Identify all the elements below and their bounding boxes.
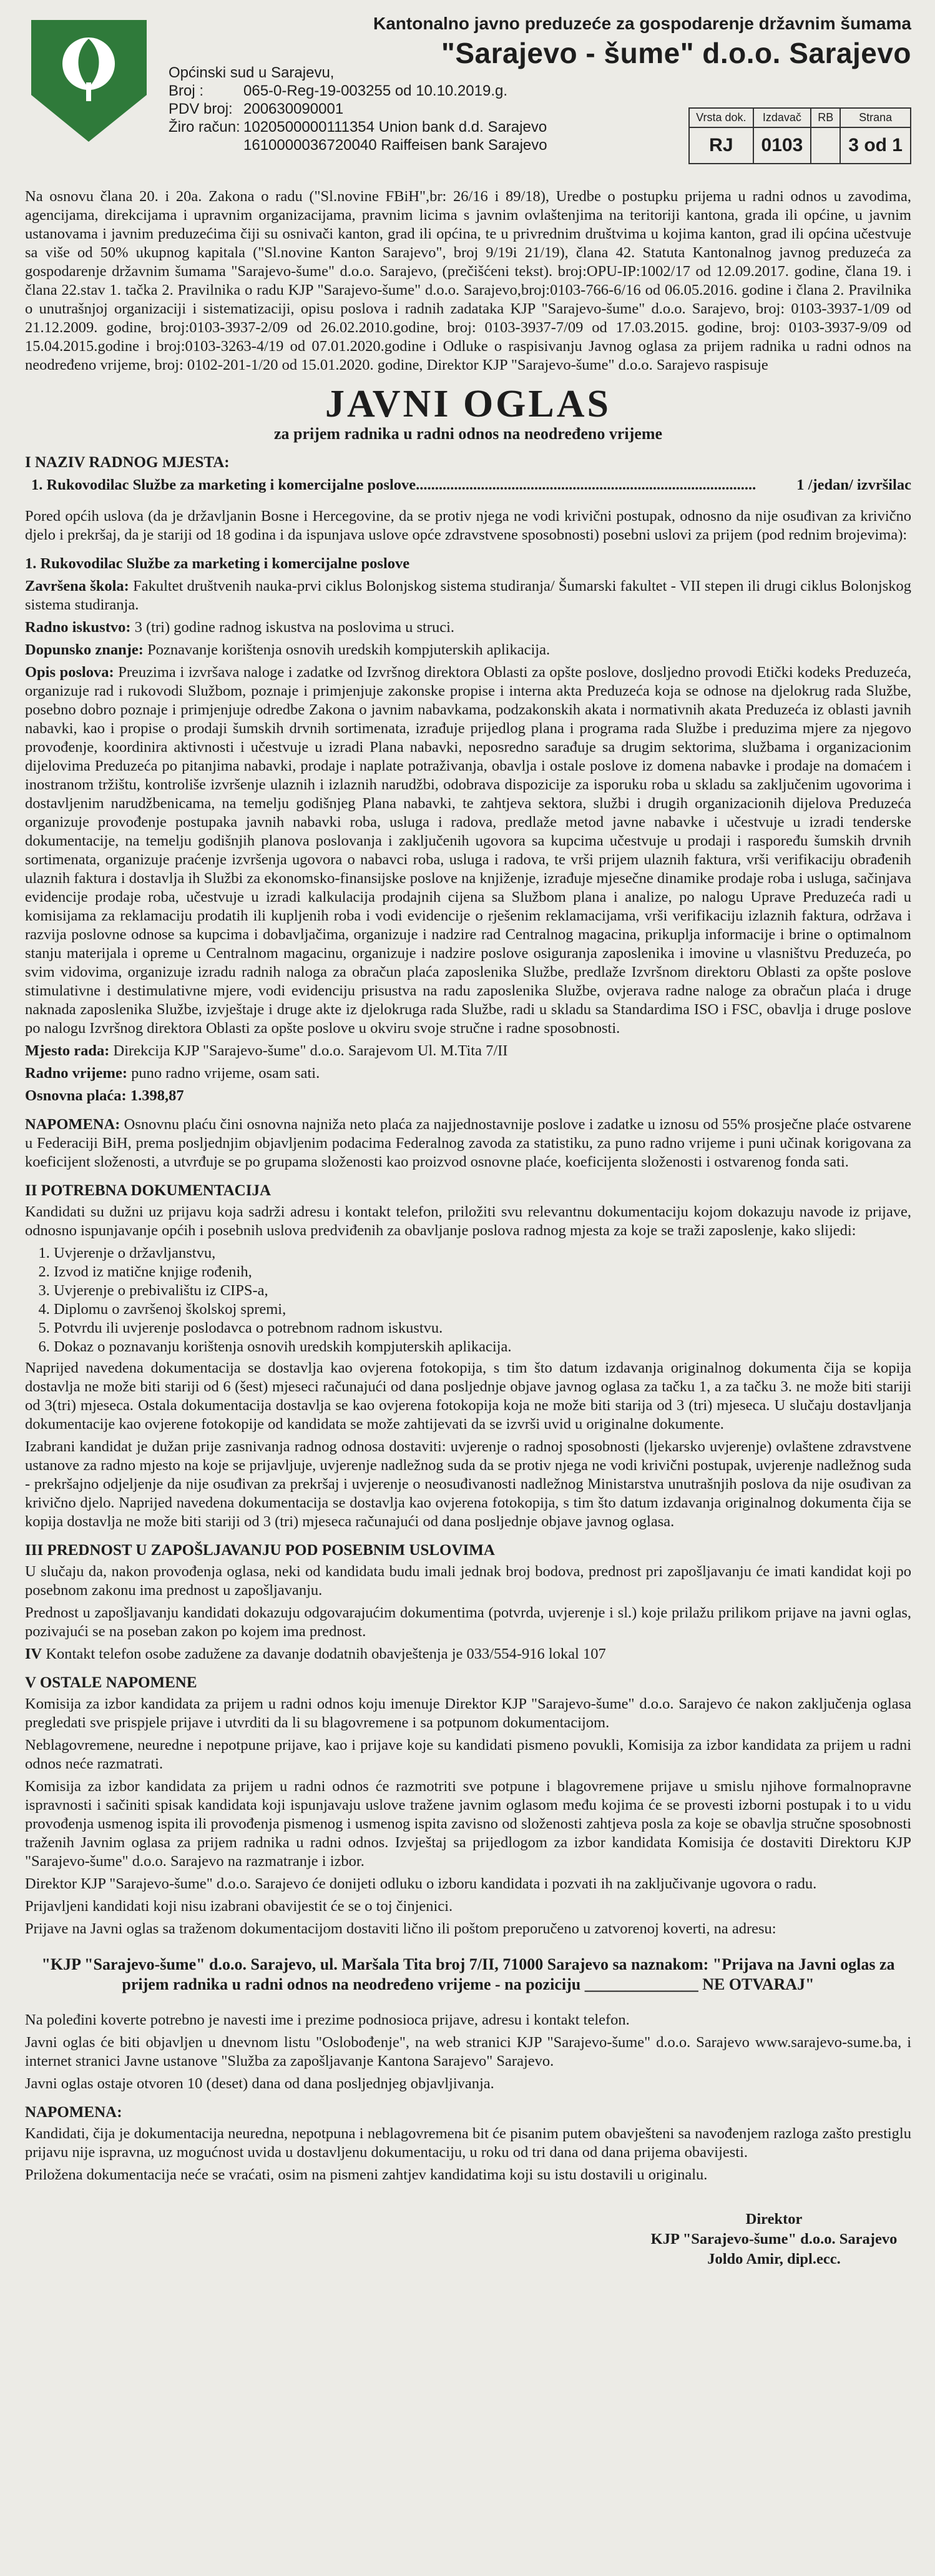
other-p9: Javni oglas ostaje otvoren 10 (deset) dana od dana posljednjeg objavljivanja.	[25, 2075, 494, 2092]
other-p4: Direktor KJP "Sarajevo-šume" d.o.o. Sarajevo će donijeti odluku o izboru kandidata i pozvati ih na zaključivanje ugovora o radu.	[25, 1875, 817, 1892]
signature-block	[25, 2209, 911, 2269]
org-name: "Sarajevo - šume" d.o.o. Sarajevo	[441, 37, 911, 69]
signature-org: KJP "Sarajevo-šume" d.o.o. Sarajevo	[650, 2231, 898, 2248]
note-p2: Priložena dokumentacija neće se vraćati, osim na pismeni zahtjev kandidatima koji su istu dostavili u originalu.	[25, 2166, 708, 2183]
other-p1: Komisija za izbor kandidata za prijem u radni odnos koju imenuje Direktor KJP "Sarajevo-šume" d.o.o. Sarajevo će nakon zaključenja oglasa pregledati sve prispjele prijave i utvrditi da li su blagovremene i sa potpunom dokumentacijom.	[25, 1695, 911, 1731]
priority-p1: U slučaju da, nakon provođenja oglasa, neki od kandidata budu imali jednak broj bodova, prednost pri zapošljavanju će imati kandidat koji po posebnom zakonu ima prednost u zapošljavanju.	[25, 1563, 911, 1599]
page-subtitle: za prijem radnika u radni odnos na neodređeno vrijeme	[273, 425, 663, 443]
note-p1: Kandidati, čija je dokumentacija neuredna, nepotpuna i neblagovremena bit će pisanim putem obavješteni sa navođenjem razloga zašto prestiglu prijavu nije ispravna, uz mogućnost uvida u dostavljenu dokumentaciju, u roku od tri dana od dana prijema obavijesti.	[25, 2125, 911, 2161]
job-count: 1 /jedan/ izvršilac	[796, 476, 911, 493]
th-rb: RB	[811, 108, 840, 127]
td-izdavac: 0103	[753, 127, 811, 164]
submission-address: "KJP "Sarajevo-šume" d.o.o. Sarajevo, ul. Maršala Tita broj 7/II, 71000 Sarajevo sa naznakom: "Prijava na Javni oglas za prijem radnika u radni odnos na neodređeno vrijeme - na poziciju ______________ NE OTVARAJ"	[41, 1955, 895, 1993]
other-p5: Prijavljeni kandidati koji nisu izabrani obavijestit će se o toj činjenici.	[25, 1898, 453, 1915]
documents-note-1: Naprijed navedena dokumentacija se dostavlja kao ovjerena fotokopija, s tim što datum izdavanja originalnog dokumenta čija se kopija dostavlja ne može biti stariji od 6 (šest) mjeseci računajući od dana posljednje objave javnog oglasa za tačku 1, a za tačku 3. ne može biti stariji od 3(tri) mjeseca. Ostala dokumentacija dostavlja se kao ovjerena fotokopija koja ne može biti starija od 3 (tri) mjeseca. U slučaju dostavljanja dokumentacije kao ovjerene fotokopije od kandidata se može zahtijevati da se izvrši uvid u originalne dokumente.	[25, 1360, 911, 1433]
court-name: Općinski sud u Sarajevu,	[169, 64, 335, 81]
th-izdavac: Izdavač	[753, 108, 811, 127]
general-conditions: Pored općih uslova (da je državljanin Bosne i Hercegovine, da se protiv njega ne vodi krivični postupak, odnosno da nije osuđivan za krivično djelo i prekršaj, da je stariji od 18 godina i da ispunjava uslove opće zdravstvene sposobnosti) posebni uslovi za prijem (pod rednim brojevima):	[25, 508, 911, 543]
list-item: 4. Diplomu o završenoj školskoj spremi,	[54, 1300, 911, 1319]
pdv-label: PDV broj:	[169, 101, 233, 117]
note-heading: NAPOMENA:	[25, 2104, 122, 2121]
section-5-heading: V OSTALE NAPOMENE	[25, 1674, 197, 1691]
documents-intro: Kandidati su dužni uz prijavu koja sadrži adresu i kontakt telefon, priložiti svu relevantnu dokumentaciju kojom dokazuju navode iz prijave, odnosno ispunjavanje općih i posebnih uslova predviđenih za obavljanje poslova radnog mjesta za koje se traži zaposlenje, kako slijedi:	[25, 1203, 911, 1239]
salary-row: Osnovna plaća: 1.398,87	[25, 1087, 184, 1104]
list-item: 2. Izvod iz matične knjige rođenih,	[54, 1263, 911, 1281]
registration-details	[169, 64, 547, 154]
document-info-table	[688, 107, 911, 164]
ziro-value-2: 1610000036720040 Raiffeisen bank Sarajevo	[243, 137, 547, 154]
salary-note: NAPOMENA: Osnovnu plaću čini osnovna najniža neto plaća za najjednostavnije poslove i zadatke u iznosu od 55% prosječne plaće ostvarene u Federaciji BiH, prema posljednjim objavljenim podacima Federalnog zavoda za statistiku, za puno radno vrijeme i puni učinak korigovana za koeficijent složenosti, a utvrđuje se po grupama složenosti kao proizvod osnovne plaće, koeficijenta složenosti i ostvarenog fonda sati.	[25, 1116, 911, 1170]
priority-p2: Prednost u zapošljavanju kandidati dokazuju odgovarajućim dokumentima (potvrda, uvjerenje i sl.) koje prilažu prilikom prijave na javni oglas, pozivajući se na poseban zakon po kojem ima prednost.	[25, 1604, 911, 1640]
td-rb	[811, 127, 840, 164]
skills-row: Dopunsko znanje: Poznavanje korištenja osnovih uredskih kompjuterskih aplikacija.	[25, 641, 551, 658]
ziro-label: Žiro račun:	[169, 119, 240, 136]
list-item: 6. Dokaz o poznavanju korištenja osnovih uredskih kompjuterskih aplikacija.	[54, 1338, 911, 1356]
duties-row: Opis poslova: Preuzima i izvršava naloge i zadatke od Izvršnog direktora Oblasti za opšte poslove, dosljedno provodi Etički kodeks Preduzeća, organizuje rad i rukovodi Službom, poznaje i primjenjuje zakonske propise i interna akta Preduzeća koja se odnose na djelokrug rada Službe, posebno dobro poznaje i primjenjuje odredbe Zakona o javnim nabavkama, podzakonskih akata i normativnih akata Preduzeća iz oblasti javnih nabavki, kao i propise o prodaji šumskih drvnih sortimenata, izrađuje prijedlog plana i programa rada Službe i preduzima mjere za njegovo provođenje, koordinira aktivnosti i učestvuje u izradi Plana nabavki, neposredno sarađuje sa drugim sektorima, službama i organizacionim dijelovima Preduzeća po pitanjima nabavki, prodaje i naplate potraživanja, obavlja i ostale poslove iz domena nabavke i prodaje na domaćem i inostranom tržištu, kontroliše izvršenje ulaznih i izlaznih narudžbi, odobrava dispozicije za isporuku roba u skladu sa zaključenim ugovorima i dostavljenim narudžbenicama, na temelju godišnjeg Plana nabavki, te zahtjeva sektora, službi i drugih organizacionih dijelova Preduzeća organizuje provođenje postupaka javnih nabavki roba, usluga i radova, predlaže metod javne nabavke i učestvuje u izradi tenderske dokumentacije, na temelju godišnjih planova poslovanja i zaključenih ugovora sa kupcima učestvuje u prodaji i raspoređu šumskih drvnih sortimenata, organizuje praćenje izvršenja ugovora o nabavci roba, usluga i radova, te vrši prijem ulaznih faktura, vrši verifikaciju obrađenih ulaznih faktura i dostavlja ih Službi za ekonomsko-finansijske poslove na knjiženje, izrađuje mjesečne dinamike prodaje roba i usluga, sačinjava evidencije prodaje roba, učestvuje u izradi kalkulacija prodajnih cijena sa Službom plana i analize, po nalogu Uprave Preduzeća radi u komisijama za reklamaciju prodatih ili kupljenih roba i vodi evidencije o rješenim reklamacijama, vrši verifikaciju izlaznih faktura, održava i razvija poslovne odnose sa kupcima i dobavljačima, organizuje i nadzire rad Centralnog magacina, prikuplja informacije i brine o optimalnom stanju materijala i opreme u Centralnom magacinu, organizuje i nadzire poslove osiguranja zaposlenika i imovine u vlasništvu Preduzeća, po svim vidovima, organizuje izradu radnih naloga za obračun plaća zaposlenika Službe, predlaže Izvršnom direktoru Oblasti za opšte poslove stimulativne i destimulativne mjere, vodi evidenciju prisustva na radu zaposlenika Službe, ovjerava radne naloge za obračun plaća i druge naknada zaposlenika Službe, izvještaje i druge akte iz djelokruga rada Službe, radi u skladu sa Standardima ISO i FSC, obavlja i druge poslove po nalogu Izvršnog direktora Oblasti za opšte poslove u okviru svoje stručne i radne sposobnosti.	[25, 664, 911, 1037]
broj-label: Broj :	[169, 82, 204, 99]
signature-name: Joldo Amir, dipl.ecc.	[707, 2251, 841, 2268]
other-p6: Prijave na Javni oglas sa traženom dokumentacijom dostaviti lično ili poštom preporučeno u zatvorenoj koverti, na adresu:	[25, 1920, 776, 1937]
company-logo	[25, 14, 153, 148]
broj-value: 065-0-Reg-19-003255 od 10.10.2019.g.	[243, 82, 507, 99]
org-line: Kantonalno javno preduzeće za gospodarenje državnim šumama	[373, 14, 911, 33]
th-vrsta: Vrsta dok.	[689, 108, 753, 127]
contact-row: IV Kontakt telefon osobe zadužene za davanje dodatnih obavještenja je 033/554-916 lokal 107	[25, 1646, 606, 1662]
job-line	[31, 476, 911, 495]
hours-row: Radno vrijeme: puno radno vrijeme, osam sati.	[25, 1065, 320, 1082]
education-row: Završena škola: Fakultet društvenih nauka-prvi ciklus Bolonjskog sistema studiranja/ Šumarski fakultet - VII stepen ili drugi ciklus Bolonjskog sistema studiranja.	[25, 578, 911, 613]
experience-row: Radno iskustvo: 3 (tri) godine radnog iskustva na poslovima u struci.	[25, 619, 455, 636]
letterhead	[25, 14, 911, 157]
ziro-value-1: 1020500000111354 Union bank d.d. Sarajevo	[243, 119, 547, 136]
section-3-heading: III PREDNOST U ZAPOŠLJAVANJU POD POSEBNIM USLOVIMA	[25, 1542, 495, 1559]
section-2-heading: II POTREBNA DOKUMENTACIJA	[25, 1182, 272, 1199]
pdv-value: 200630090001	[243, 101, 344, 117]
other-p3: Komisija za izbor kandidata za prijem u radni odnos će razmotriti sve potpune i blagovremene prijave u smislu njihove formalnopravne ispravnosti i sačiniti spisak kandidata koji ispunjavaju uslove tražene javnim oglasom među kojima će se provesti izborni postupak i to u vidu provođenja usmenog ispita ili provođenja pismenog i usmenog ispita zavisno od složenosti zahtjeva posla za koje se obavlja stručne sposobnosti traženih Javnim oglasa za prijem radnika u radni odnos. Izvještaj sa prijedlogom za izbor kandidata Komisija će dostaviti Direktoru KJP "Sarajevo-šume" d.o.o. Sarajevo na razmatranje i izbor.	[25, 1778, 911, 1870]
list-item: 3. Uvjerenje o prebivalištu iz CIPS-a,	[54, 1281, 911, 1300]
other-p8: Javni oglas će biti objavljen u dnevnom listu "Oslobođenje", na web stranici KJP "Sarajevo-šume" d.o.o. Sarajevo www.sarajevo-sume.ba, i internet stranici Javne ustanove "Služba za zapošljavanje Kantona Sarajevo" Sarajevo.	[25, 2034, 911, 2070]
other-p2: Neblagovremene, neuredne i nepotpune prijave, kao i prijave koje su kandidati pismeno povukli, Komisija za izbor kandidata za prijem u radni odnos neće razmatrati.	[25, 1737, 911, 1772]
other-p7: Na poleđini koverte potrebno je navesti ime i prezime podnosioca prijave, adresu i kontakt telefon.	[25, 2011, 630, 2028]
workplace-row: Mjesto rada: Direkcija KJP "Sarajevo-šume" d.o.o. Sarajevom Ul. M.Tita 7/II	[25, 1042, 508, 1059]
documents-note-2: Izabrani kandidat je dužan prije zasnivanja radnog odnosa dostaviti: uvjerenje o radnoj sposobnosti (ljekarsko uvjerenje) ovlaštene zdravstvene ustanove za radno mjesto na koje se prijavljuje, uvjerenje nadležnog suda da se protiv njega ne vodi krivični postupak, uvjerenje nadležnog suda - prekršajno odjeljenje da nije osuđivan za prekršaj i uvjerenje o neosuđivanosti nadležnog Ministarstva unutrašnjih poslova da nije osuđivan za krivično djelo. Naprijed navedena dokumentacija se dostavlja kao ovjerena fotokopija, s tim što datum izdavanja originalnog dokumenta čija se kopija dostavlja ne može biti stariji od 3 (tri) mjeseca računajući od dana posljednje objave javnog oglasa.	[25, 1438, 911, 1530]
list-item: 1. Uvjerenje o državljanstvu,	[54, 1244, 911, 1263]
td-strana: 3 od 1	[840, 127, 911, 164]
signature-title: Direktor	[745, 2211, 803, 2228]
td-vrsta: RJ	[689, 127, 753, 164]
intro-paragraph: Na osnovu člana 20. i 20a. Zakona o radu ("Sl.novine FBiH",br: 26/16 i 89/18), Uredbe o postupku prijema u radni odnos u zavodima, agencijama, direkcijama i upravnim organizacijama, pravnim licima s javnim ovlaštenjima na teritoriji kantona, grada ili općine, u javnim ustanovama i javnim preduzećima čiji su osnivači kanton, grad ili općina, te u privrednim društvima u kojima kanton, grad ili općina učestvuje sa više od 50% ukupnog kapitala ("Sl.novine Kanton Sarajevo", broj 9/19i 21/19), člana 42. Statuta Kantonalnog javnog preduzeća za gospodarenje državnim šumama "Sarajevo-šume" d.o.o. Sarajevo, (prečišćeni tekst). broj:OPU-IP:1002/17 od 12.09.2017. godine, člana 19. i člana 22.stav 1. tačka 2. Pravilnika o radu KJP "Sarajevo-šume" d.o.o. Sarajevo,broj:0103-766-6/16 od 06.05.2016. godine i člana 2. Pravilnika o unutrašnjoj organizaciji i sistematizaciji, opisu poslova i radnih zadataka KJP "Sarajevo-šume" d.o.o. Sarajevo, broj: 0103-3937-1/09 od 21.12.2009. godine, broj:0103-3937-2/09 od 26.02.2010.godine, broj: 0103-3937-7/09 od 17.03.2015. godine, broj: 0103-3937-9/09 od 15.04.2015.godine i broj:0103-3263-4/19 od 07.01.2020.godine i Odluke o raspisivanju Javnog oglasa za prijem radnika u radni odnos na neodređeno vrijeme, broj: 0102-201-1/20 od 15.01.2020. godine, Direktor KJP "Sarajevo-šume" d.o.o. Sarajevo raspisuje	[25, 188, 911, 373]
section-1-heading: I NAZIV RADNOG MJESTA:	[25, 454, 230, 471]
th-strana: Strana	[840, 108, 911, 127]
notice-body	[25, 187, 911, 2269]
position-title: 1. Rukovodilac Službe za marketing i komercijalne poslove	[25, 555, 410, 572]
list-item: 5. Potvrdu ili uvjerenje poslodavca o potrebnom radnom iskustvu.	[54, 1319, 911, 1338]
job-title: 1. Rukovodilac Službe za marketing i komercijalne poslove.........................................................................................	[31, 476, 756, 493]
page-title: JAVNI OGLAS	[325, 383, 612, 425]
documents-list	[25, 1244, 911, 1356]
